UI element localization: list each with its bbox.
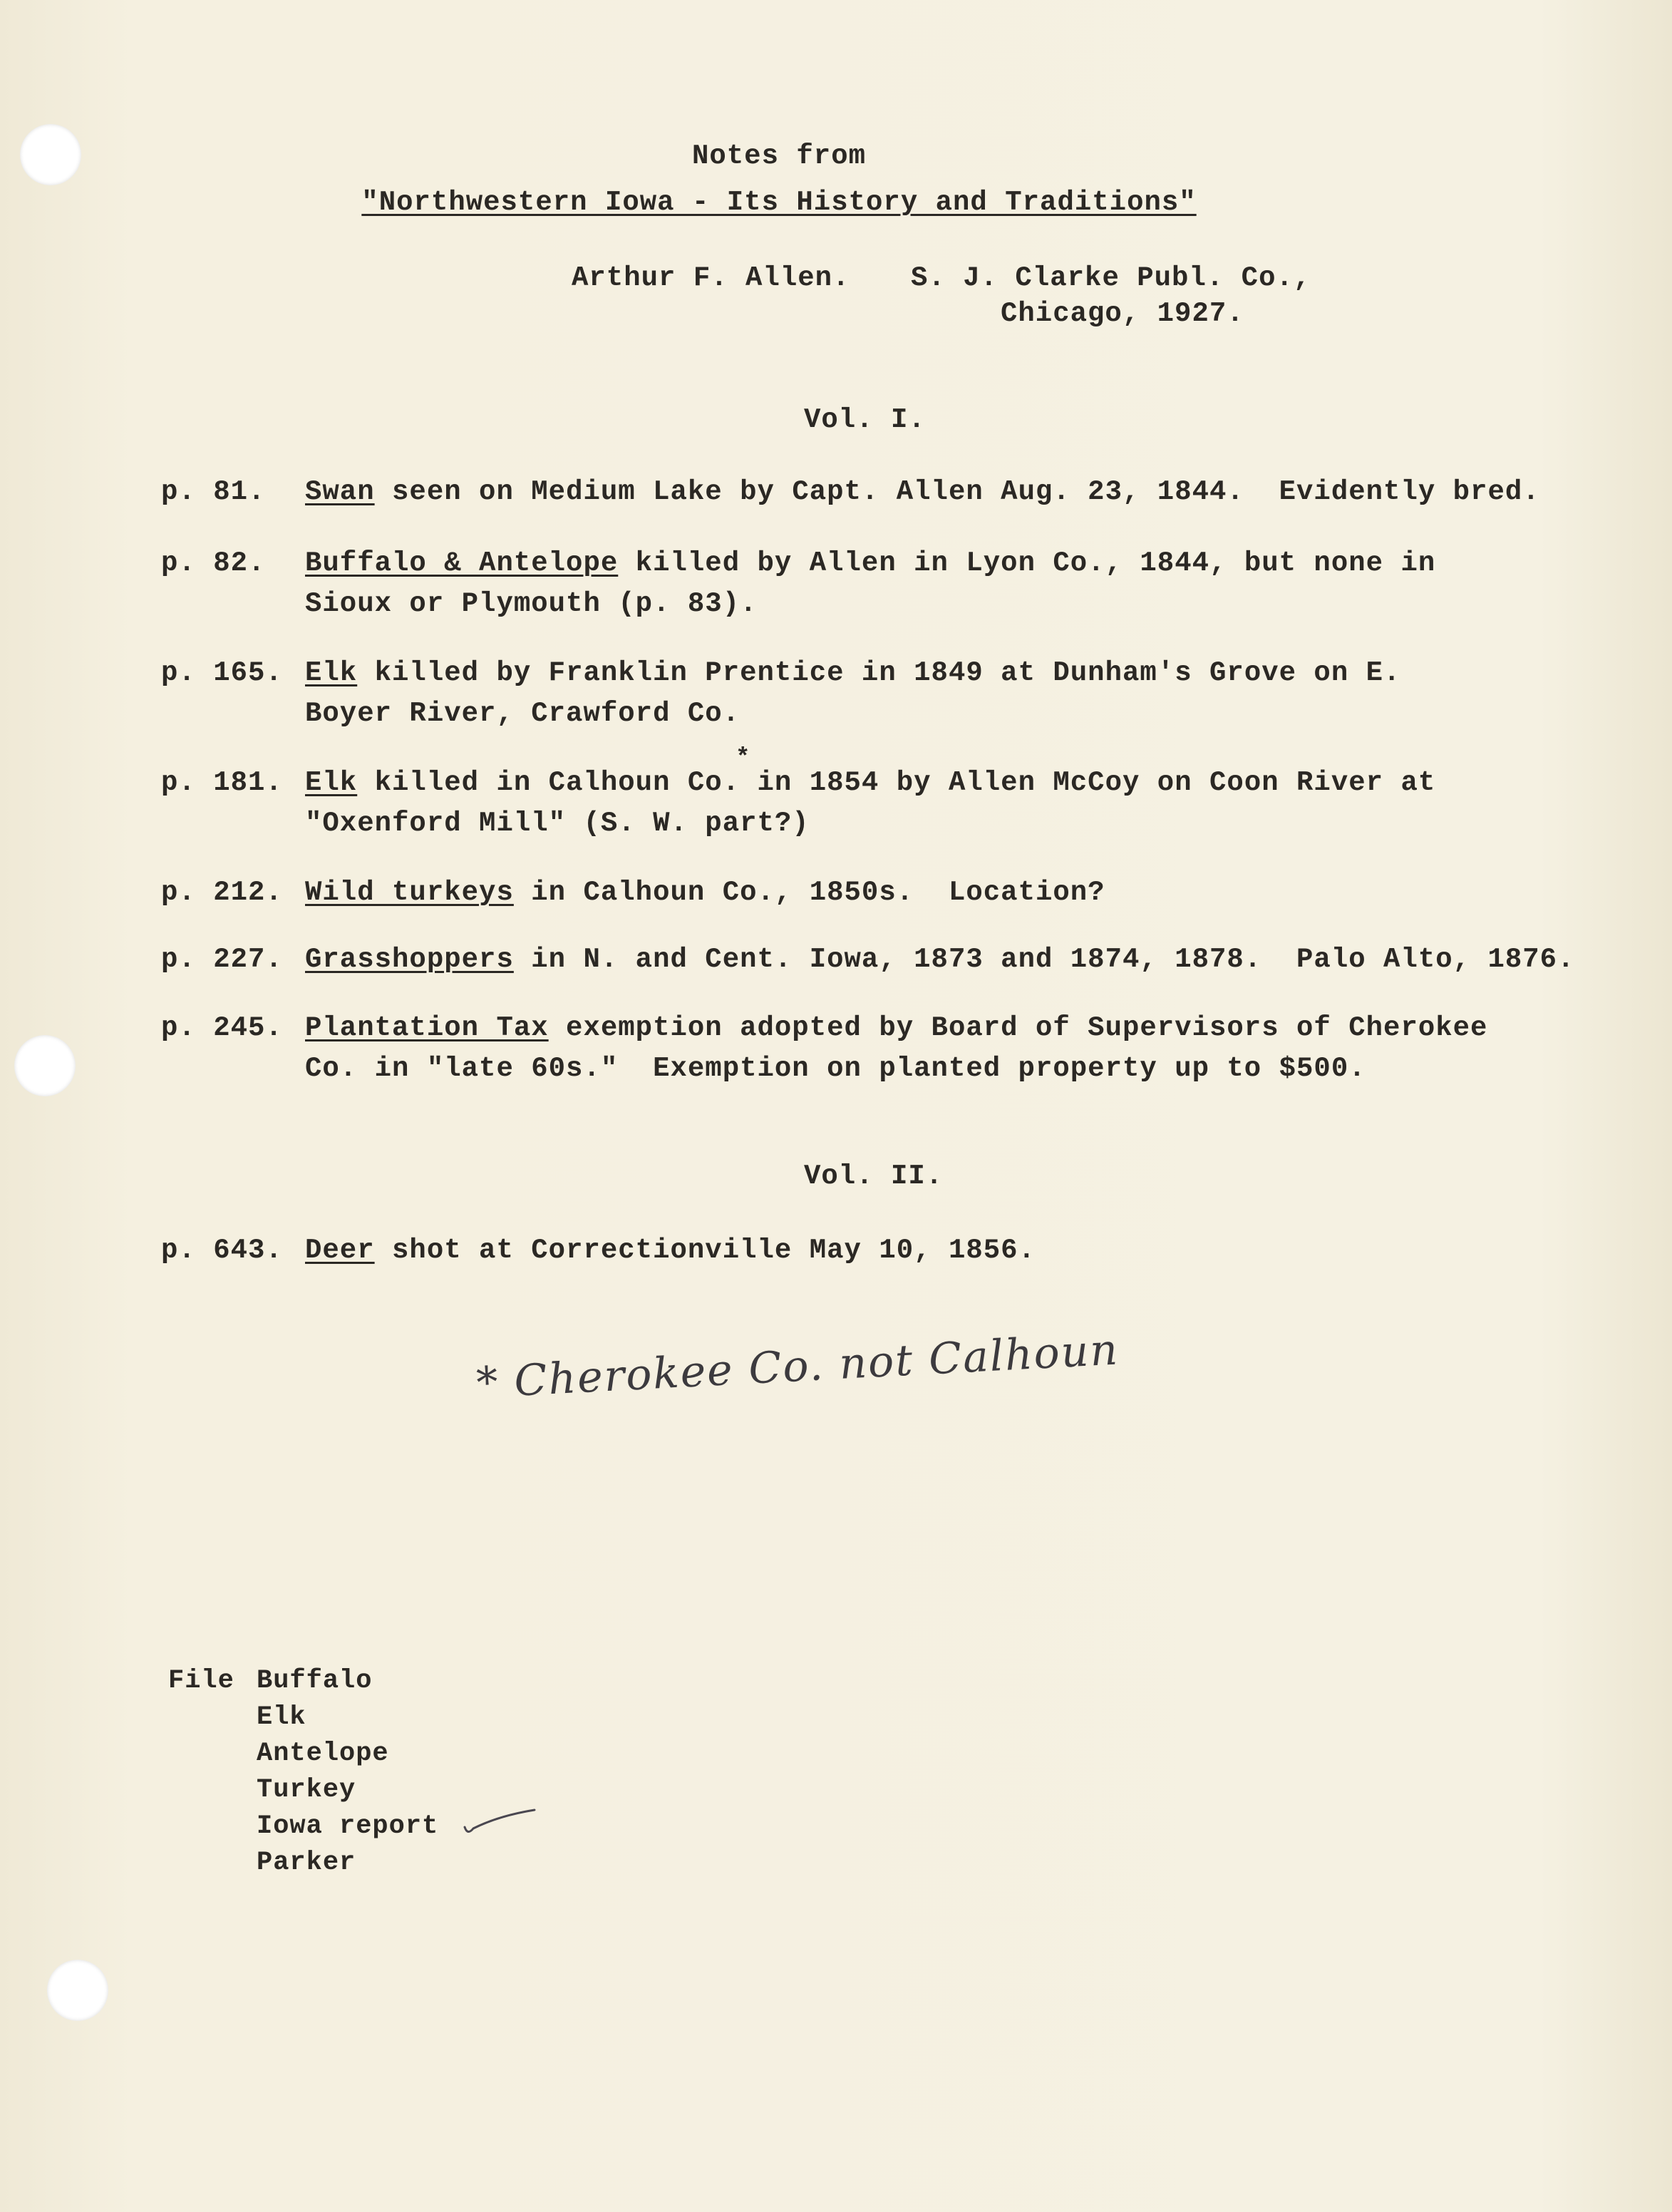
entry-subject: Elk (305, 657, 358, 689)
footnote-asterisk: * (736, 745, 750, 772)
note-entry (161, 543, 1435, 624)
page-reference: p. 212. (161, 877, 283, 908)
page-reference: p. 165. (161, 657, 283, 689)
entry-text: shot at Correctionville May 10, 1856. (374, 1235, 1036, 1266)
entry-text: exemption adopted by Board of Supervisors of Cherokee (548, 1012, 1488, 1044)
entry-subject: Elk (305, 767, 358, 798)
page-reference: p. 245. (161, 1012, 283, 1044)
author: Arthur F. Allen. (572, 262, 850, 294)
note-entry (161, 873, 1105, 913)
volume-heading: Vol. II. (804, 1161, 944, 1192)
publication-place-year: Chicago, 1927. (1001, 298, 1244, 329)
entry-subject: Buffalo & Antelope (305, 547, 619, 579)
note-entry (161, 940, 1575, 980)
handwritten-annotation: * Cherokee Co. not Calhoun (475, 1324, 1120, 1409)
file-item: Parker (257, 1848, 356, 1878)
note-entry (161, 1230, 1036, 1271)
entry-continuation: Sioux or Plymouth (p. 83). (305, 588, 758, 619)
entry-subject: Wild turkeys (305, 877, 514, 908)
file-item: Turkey (257, 1775, 356, 1805)
entry-subject: Plantation Tax (305, 1012, 549, 1044)
punch-hole (47, 1960, 108, 2021)
page-reference: p. 227. (161, 944, 283, 975)
volume-heading: Vol. I. (804, 404, 926, 436)
entry-subject: Swan (305, 476, 375, 508)
note-entry (161, 763, 1435, 844)
page-reference: p. 82. (161, 547, 266, 579)
punch-hole (14, 1035, 76, 1096)
page-reference: p. 81. (161, 476, 266, 508)
file-item: Iowa report (257, 1811, 439, 1841)
checkmark-icon (463, 1807, 542, 1843)
file-list (168, 1663, 438, 1881)
heading-notes-from: Notes from (691, 140, 867, 172)
entry-subject: Grasshoppers (305, 944, 514, 975)
entry-continuation: Boyer River, Crawford Co. (305, 698, 740, 729)
file-item: Buffalo (257, 1666, 373, 1696)
entry-text: killed by Franklin Prentice in 1849 at Dunham's Grove on E. (357, 657, 1401, 689)
entry-subject: Deer (305, 1235, 375, 1266)
entry-continuation: "Oxenford Mill" (S. W. part?) (305, 808, 810, 839)
entry-text: killed in Calhoun Co. in 1854 by Allen McCoy on Coon River at (357, 767, 1436, 798)
note-entry (161, 472, 1540, 513)
entry-text: in N. and Cent. Iowa, 1873 and 1874, 1878. Palo Alto, 1876. (513, 944, 1575, 975)
entry-text: killed by Allen in Lyon Co., 1844, but none in (618, 547, 1436, 579)
note-entry (161, 653, 1400, 734)
entry-text: in Calhoun Co., 1850s. Location? (513, 877, 1105, 908)
file-label: File (168, 1666, 234, 1696)
entry-text: seen on Medium Lake by Capt. Allen Aug. 23, 1844. Evidently bred. (374, 476, 1540, 508)
page-reference: p. 643. (161, 1235, 283, 1266)
publisher: S. J. Clarke Publ. Co., (911, 262, 1311, 294)
note-entry (161, 1008, 1487, 1089)
page-reference: p. 181. (161, 767, 283, 798)
source-title: "Northwestern Iowa - Its History and Traditions" (361, 187, 1197, 218)
file-item: Elk (257, 1702, 306, 1732)
file-item: Antelope (257, 1739, 389, 1769)
entry-continuation: Co. in "late 60s." Exemption on planted property up to $500. (305, 1053, 1366, 1084)
